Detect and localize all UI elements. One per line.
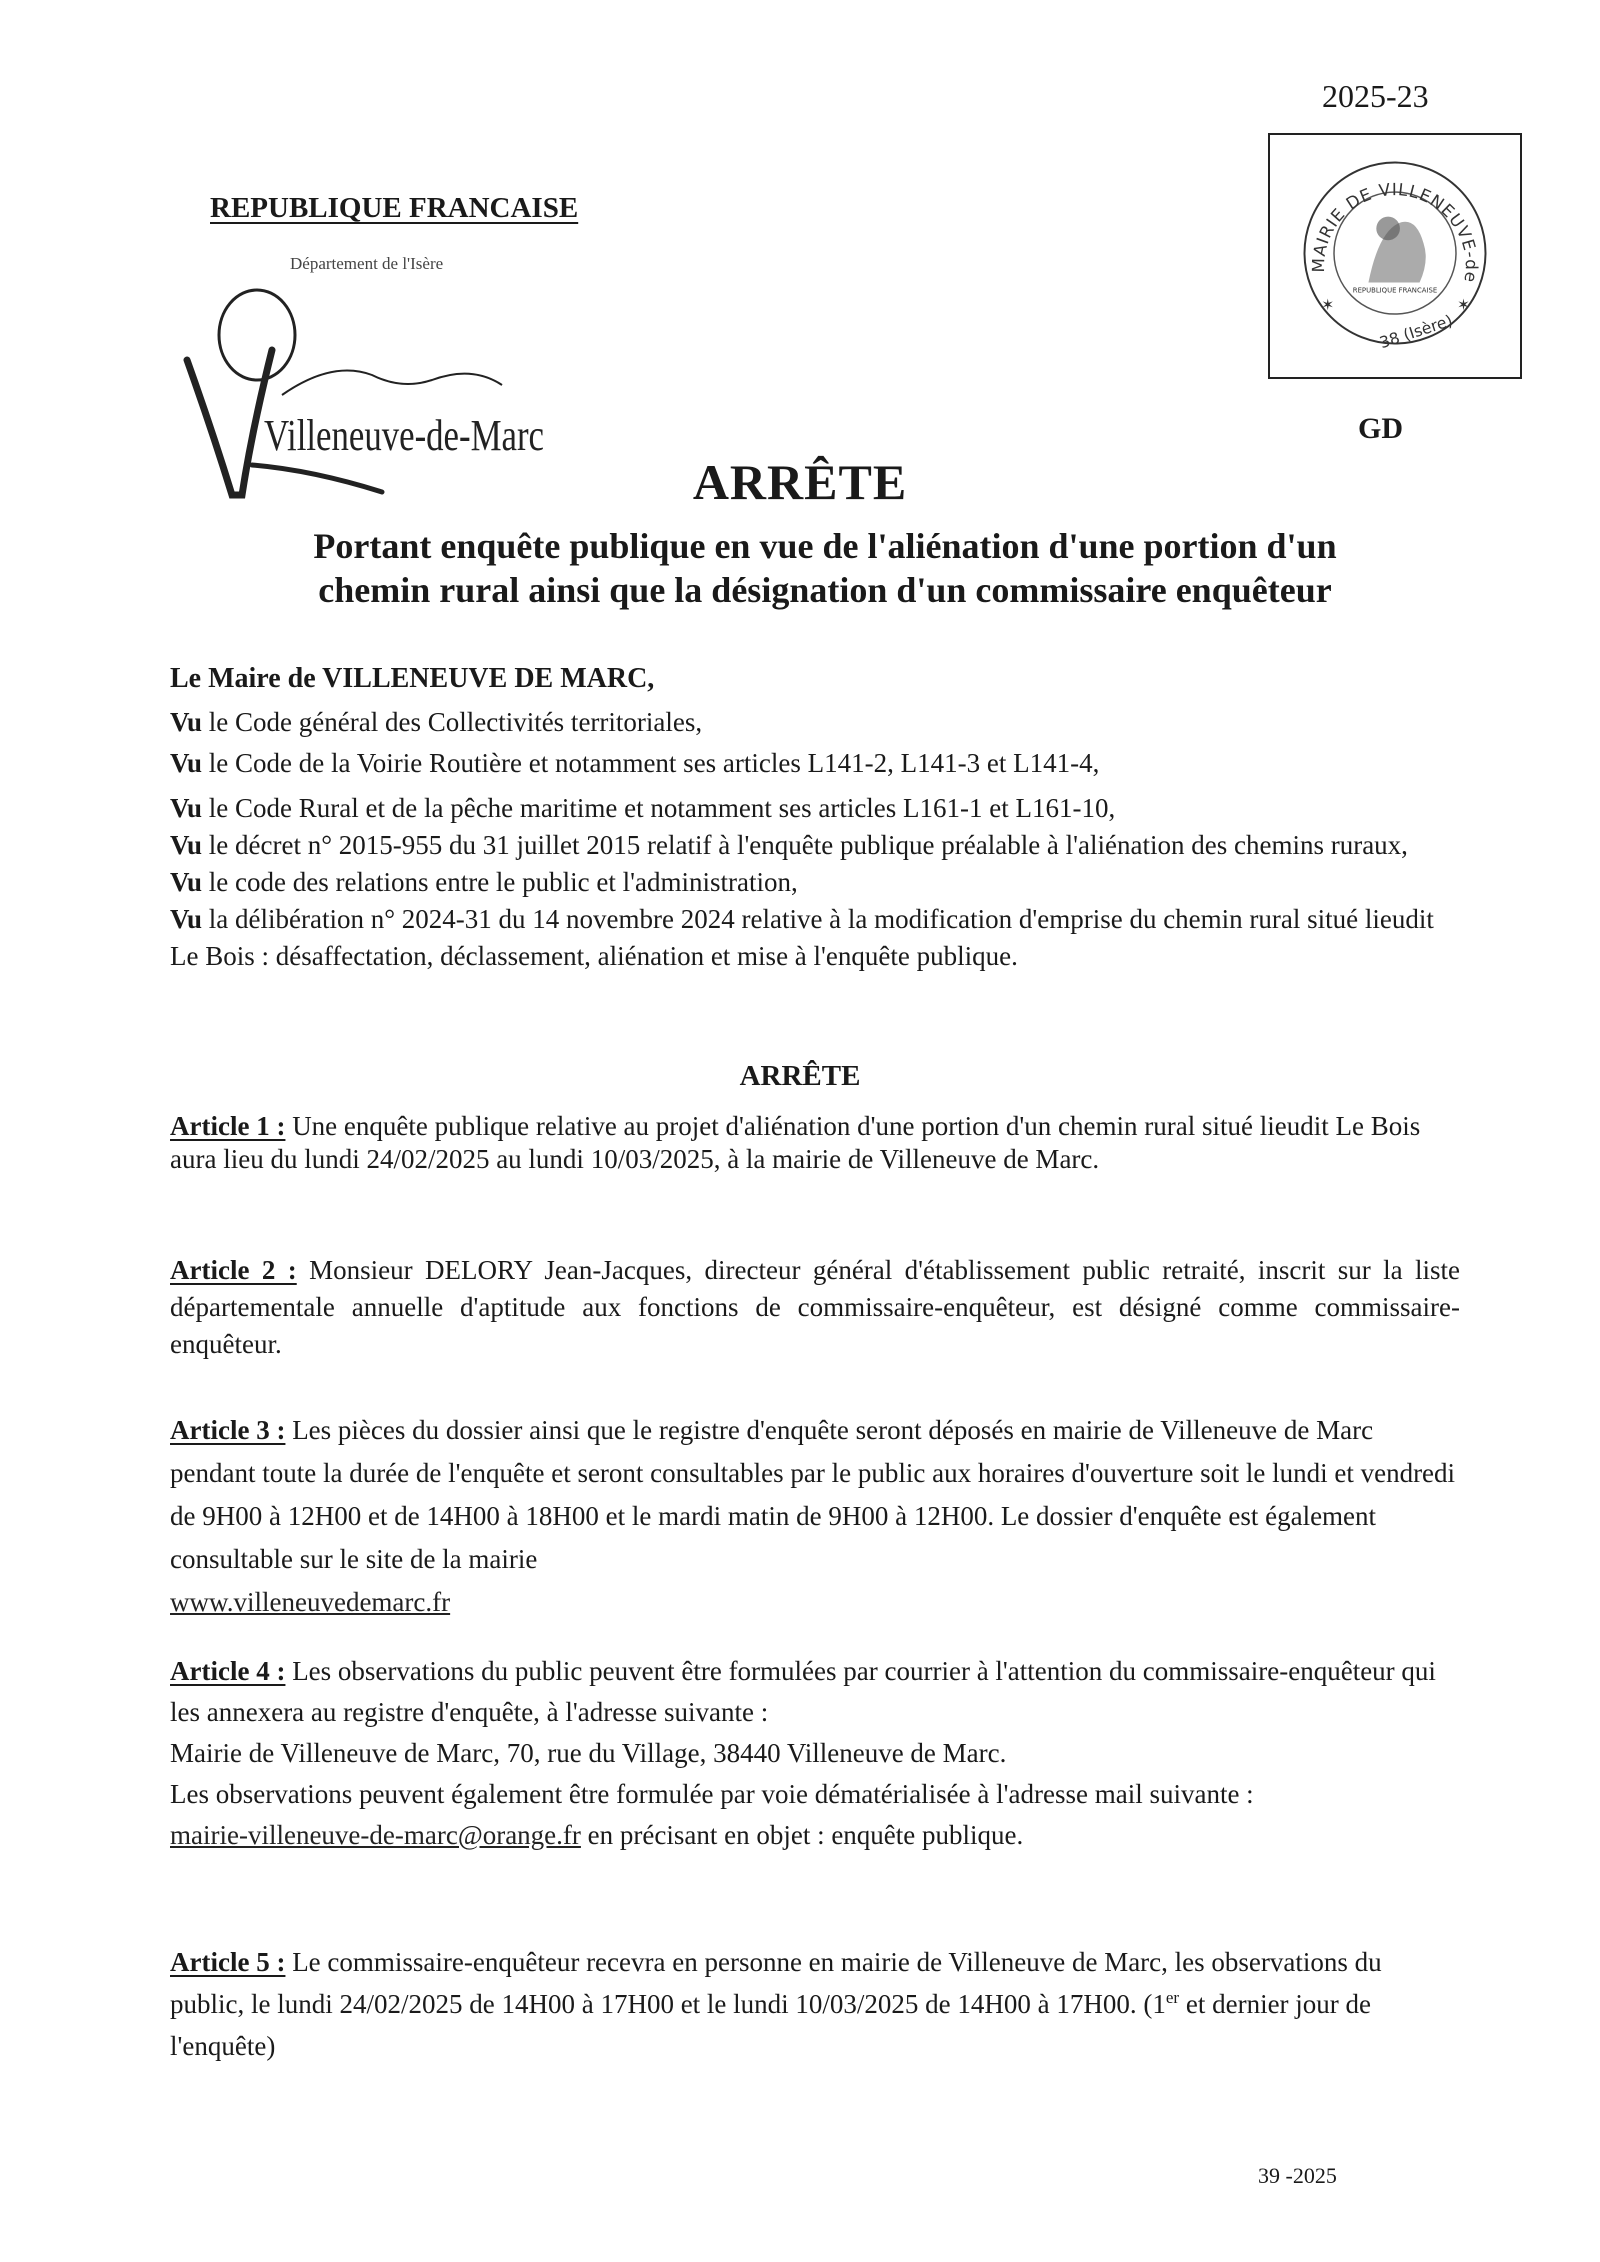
address-line: Mairie de Villeneuve de Marc, 70, rue du Village, 38440 Villeneuve de Marc. — [170, 1738, 1007, 1768]
page-title: ARRÊTE — [692, 454, 908, 510]
article-1: Article 1 : Une enquête publique relative au projet d'aliénation d'une portion d'un chemin rural situé lieudit Le Bois aura lieu du lundi 24/02/2025 au lundi 10/03/2025, à la mairie de Villeneuve de Marc. — [170, 1111, 1421, 1174]
town-hall-seal — [1268, 133, 1522, 379]
subtitle-line: chemin rural ainsi que la désignation d'un commissaire enquêteur — [318, 570, 1332, 610]
republic-heading: REPUBLIQUE FRANCAISE — [210, 192, 579, 224]
initials: GD — [1358, 412, 1403, 445]
article-3: Article 3 : Les pièces du dossier ainsi que le registre d'enquête seront déposés en mairie de Villeneuve de Marc pendant toute la durée de l'enquête et seront consultables par le public aux horaires d'ouverture soit le lundi et vendredi de 9H00 à 12H00 et de 14H00 à 18H00 et le mardi matin de 9H00 à 12H00. Le dossier d'enquête est également consultable sur le site de la mairie www.villeneuvedemarc.fr — [170, 1415, 1456, 1617]
vu-line: Vu le Code général des Collectivités territoriales, — [170, 707, 703, 737]
vu-line: Vu la délibération n° 2024-31 du 14 novembre 2024 relative à la modification d'emprise du chemin rural situé lieudit Le Bois : désaffectation, déclassement, aliénation et mise à l'enquête publique. — [170, 904, 1434, 971]
department-label: Département de l'Isère — [290, 254, 444, 273]
vu-line: Vu le décret n° 2015-955 du 31 juillet 2015 relatif à l'enquête publique préalable à l'aliénation des chemins ruraux, — [170, 830, 1408, 860]
email-link[interactable]: mairie-villeneuve-de-marc@orange.fr — [170, 1820, 581, 1850]
logo-text: Villeneuve-de-Marc — [264, 411, 544, 460]
vu-line: Vu le Code Rural et de la pêche maritime et notamment ses articles L161-1 et L161-10, — [170, 793, 1116, 823]
vu-list — [170, 704, 1460, 975]
svg-text:✶: ✶ — [1321, 297, 1335, 315]
svg-text:✶: ✶ — [1456, 297, 1471, 315]
subtitle-line: Portant enquête publique en vue de l'aliénation d'une portion d'un — [313, 526, 1337, 566]
website-link[interactable]: www.villeneuvedemarc.fr — [170, 1587, 451, 1617]
arrete-heading: ARRÊTE — [739, 1060, 861, 1092]
footer-reference: 39 -2025 — [1258, 2163, 1337, 2188]
svg-text:REPUBLIQUE FRANCAISE: REPUBLIQUE FRANCAISE — [1352, 286, 1438, 295]
article-label: Article 2 : — [170, 1255, 297, 1285]
svg-text:MAIRIE DE VILLENEUVE-de-MARC: MAIRIE DE VILLENEUVE-de — [1308, 179, 1482, 285]
mayor-line: Le Maire de VILLENEUVE DE MARC, — [170, 663, 655, 694]
article-4: Article 4 : Les observations du public peuvent être formulées par courrier à l'attention du commissaire-enquêteur qui les annexera au registre d'enquête, à l'adresse suivante : Mairie de Villeneuve de Marc, 70, rue du Village, 38440 Villeneuve de Marc. Les observations peuvent également être formulée par voie dématérialisée à l'adresse mail suivante : mairie-villeneuve-de-marc@orange.fr en précisant en objet : enquête publique. — [170, 1651, 1460, 1856]
article-5: Article 5 : Le commissaire-enquêteur recevra en personne en mairie de Villeneuve de Marc, les observations du public, le lundi 24/02/2025 de 14H00 à 17H00 et le lundi 10/03/2025 de 14H00 à 17H00. (1er et dernier jour de l'enquête) — [170, 1947, 1382, 2061]
article-label: Article 5 : — [170, 1947, 286, 1977]
document-number: 2025-23 — [1322, 78, 1429, 114]
vu-line: Vu le code des relations entre le public et l'administration, — [170, 867, 798, 897]
article-2: Article 2 : Monsieur DELORY Jean-Jacques, directeur général d'établissement public retraité, inscrit sur la liste départementale annuelle d'aptitude aux fonctions de commissaire-enquêteur, est désigné comme commissaire-enquêteur. — [170, 1255, 1461, 1359]
article-label: Article 3 : — [170, 1415, 286, 1445]
page-subtitle — [190, 524, 1460, 612]
article-label: Article 1 : — [170, 1111, 286, 1141]
vu-line: Vu le Code de la Voirie Routière et notamment ses articles L141-2, L141-3 et L141-4, — [170, 748, 1100, 778]
svg-text:38 (Isère): 38 (Isère) — [1377, 310, 1455, 353]
article-label: Article 4 : — [170, 1656, 286, 1686]
